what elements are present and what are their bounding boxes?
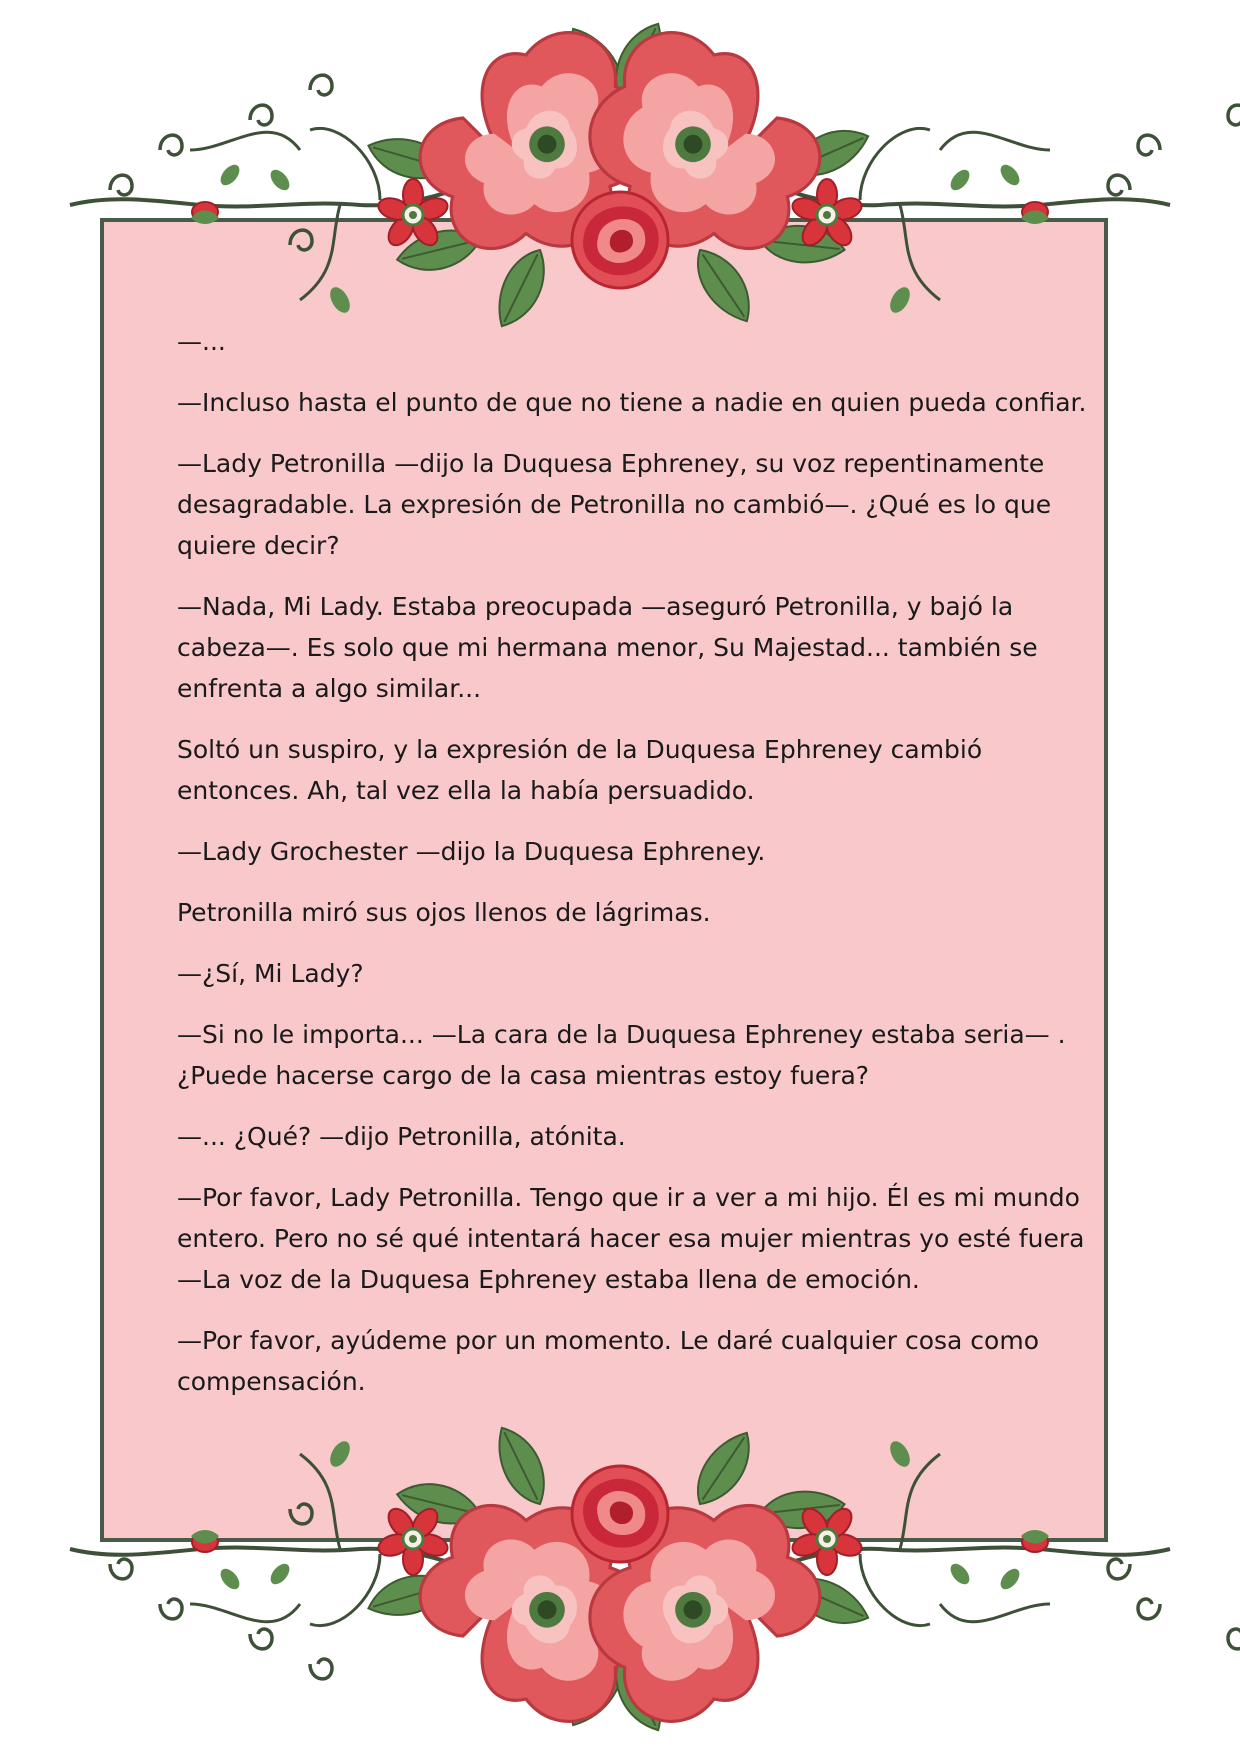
paragraph: —... ¿Qué? —dijo Petronilla, atónita. — [177, 1122, 626, 1151]
story-text-body — [177, 321, 1087, 1422]
paragraph: —¿Sí, Mi Lady? — [177, 959, 364, 988]
paragraph: Petronilla miró sus ojos llenos de lágrimas. — [177, 898, 711, 927]
paragraph: —Incluso hasta el punto de que no tiene a nadie en quien pueda confiar. — [177, 388, 1087, 417]
paragraph: —Nada, Mi Lady. Estaba preocupada —aseguró Petronilla, y bajó la cabeza—. Es solo que mi hermana menor, Su Majestad... también se enfrenta a algo similar... — [177, 592, 1038, 703]
paragraph: —Por favor, Lady Petronilla. Tengo que ir a ver a mi hijo. Él es mi mundo entero. Pero no sé qué intentará hacer esa mujer mientras yo esté fuera —La voz de la Duquesa Ephreney estaba llena de emoción. — [177, 1183, 1085, 1294]
paragraph: —Lady Petronilla —dijo la Duquesa Ephreney, su voz repentinamente desagradable. La expresión de Petronilla no cambió—. ¿Qué es lo que quiere decir? — [177, 449, 1052, 560]
paragraph: —Si no le importa... —La cara de la Duquesa Ephreney estaba seria— . ¿Puede hacerse cargo de la casa mientras estoy fuera? — [177, 1020, 1066, 1090]
paragraph: Soltó un suspiro, y la expresión de la Duquesa Ephreney cambió entonces. Ah, tal vez ella la había persuadido. — [177, 735, 983, 805]
paragraph: —... — [177, 327, 226, 356]
paragraph: —Por favor, ayúdeme por un momento. Le daré cualquier cosa como compensación. — [177, 1326, 1039, 1396]
paragraph: —Lady Grochester —dijo la Duquesa Ephreney. — [177, 837, 766, 866]
